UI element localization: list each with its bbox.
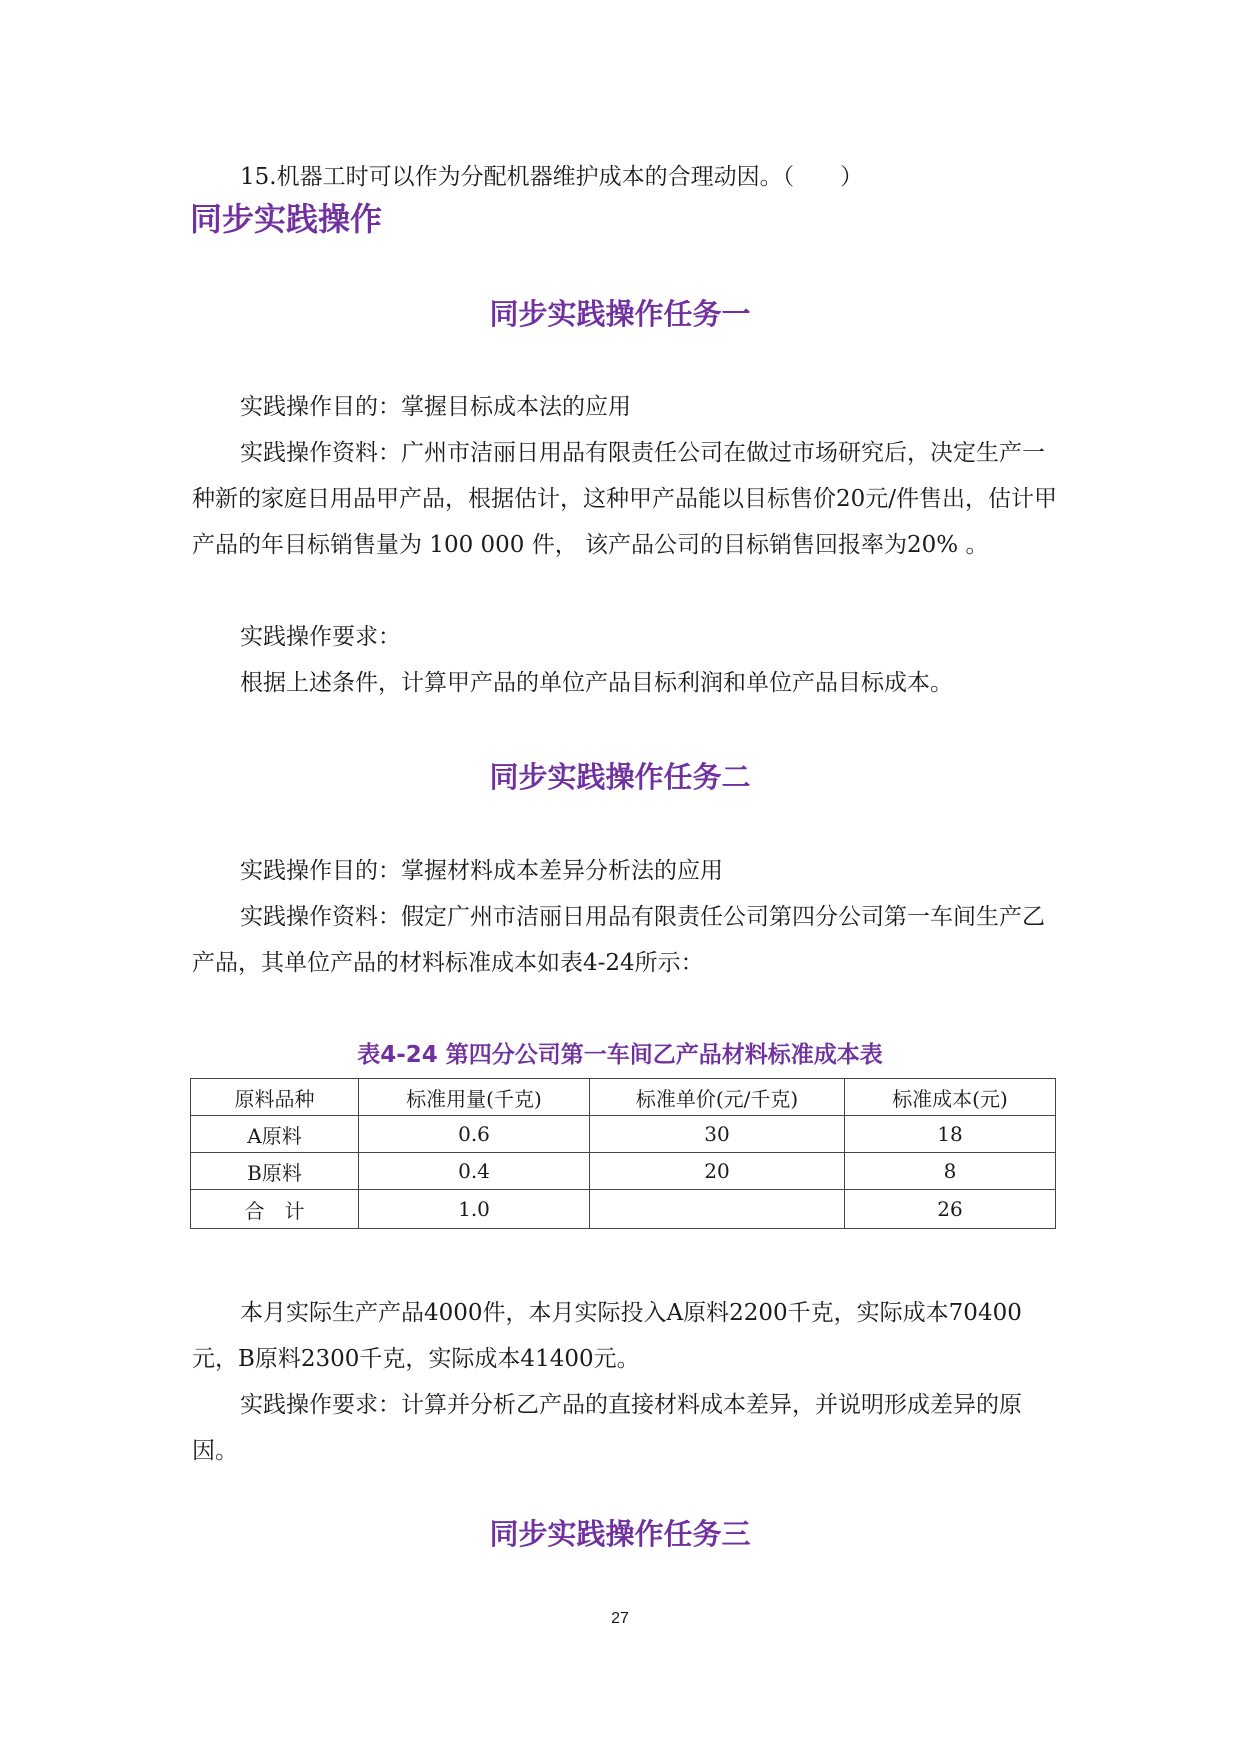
table-cell bbox=[590, 1190, 845, 1229]
table-caption: 表4-24 第四分公司第一车间乙产品材料标准成本表 bbox=[357, 1042, 883, 1068]
task3-title: 同步实践操作任务三 bbox=[489, 1517, 751, 1551]
question-15: 15.机器工时可以作为分配机器维护成本的合理动因。（ ） bbox=[240, 164, 864, 190]
task1-material: 实践操作资料：广州市洁丽日用品有限责任公司在做过市场研究后，决定生产一种新的家庭日用品甲产品，根据估计，这种甲产品能以目标售价20元/件售出，估计甲产品的年目标销售量为 100 000 件， 该产品公司的目标销售回报率为20% 。 bbox=[192, 440, 1058, 558]
table-row bbox=[191, 1116, 1056, 1153]
table-cell: 1.0 bbox=[359, 1190, 590, 1229]
task1-purpose: 实践操作目的：掌握目标成本法的应用 bbox=[240, 394, 631, 420]
table-cell: 0.4 bbox=[359, 1153, 590, 1190]
page-number: 27 bbox=[611, 1610, 629, 1627]
task2-title: 同步实践操作任务二 bbox=[489, 760, 751, 794]
task1-title: 同步实践操作任务一 bbox=[489, 297, 751, 331]
task2-requirement: 实践操作要求：计算并分析乙产品的直接材料成本差异，并说明形成差异的原因。 bbox=[192, 1392, 1022, 1464]
table-row bbox=[191, 1153, 1056, 1190]
table-header-cell: 标准成本(元) bbox=[845, 1079, 1056, 1116]
task1-requirement-label: 实践操作要求： bbox=[240, 624, 401, 650]
table-cell: B原料 bbox=[191, 1153, 359, 1190]
task2-purpose: 实践操作目的：掌握材料成本差异分析法的应用 bbox=[240, 858, 723, 884]
table-cell: A原料 bbox=[191, 1116, 359, 1153]
table-cell: 26 bbox=[845, 1190, 1056, 1229]
table-header-cell: 标准用量(千克) bbox=[359, 1079, 590, 1116]
table-cell: 20 bbox=[590, 1153, 845, 1190]
table-header-cell: 标准单价(元/千克) bbox=[590, 1079, 845, 1116]
table-cell: 18 bbox=[845, 1116, 1056, 1153]
task1-requirement: 根据上述条件，计算甲产品的单位产品目标利润和单位产品目标成本。 bbox=[240, 670, 953, 696]
table-cell: 0.6 bbox=[359, 1116, 590, 1153]
task2-actual: 本月实际生产产品4000件，本月实际投入A原料2200千克，实际成本70400元，B原料2300千克，实际成本41400元。 bbox=[192, 1300, 1022, 1372]
task2-material: 实践操作资料：假定广州市洁丽日用品有限责任公司第四分公司第一车间生产乙产品，其单位产品的材料标准成本如表4-24所示： bbox=[192, 904, 1045, 976]
table-cell: 合 计 bbox=[191, 1190, 359, 1229]
table-cell: 30 bbox=[590, 1116, 845, 1153]
table-row bbox=[191, 1190, 1056, 1229]
standard-cost-table bbox=[190, 1078, 1056, 1229]
table-header-row bbox=[191, 1079, 1056, 1116]
table-header-cell: 原料品种 bbox=[191, 1079, 359, 1116]
section-title: 同步实践操作 bbox=[190, 200, 383, 238]
table-cell: 8 bbox=[845, 1153, 1056, 1190]
